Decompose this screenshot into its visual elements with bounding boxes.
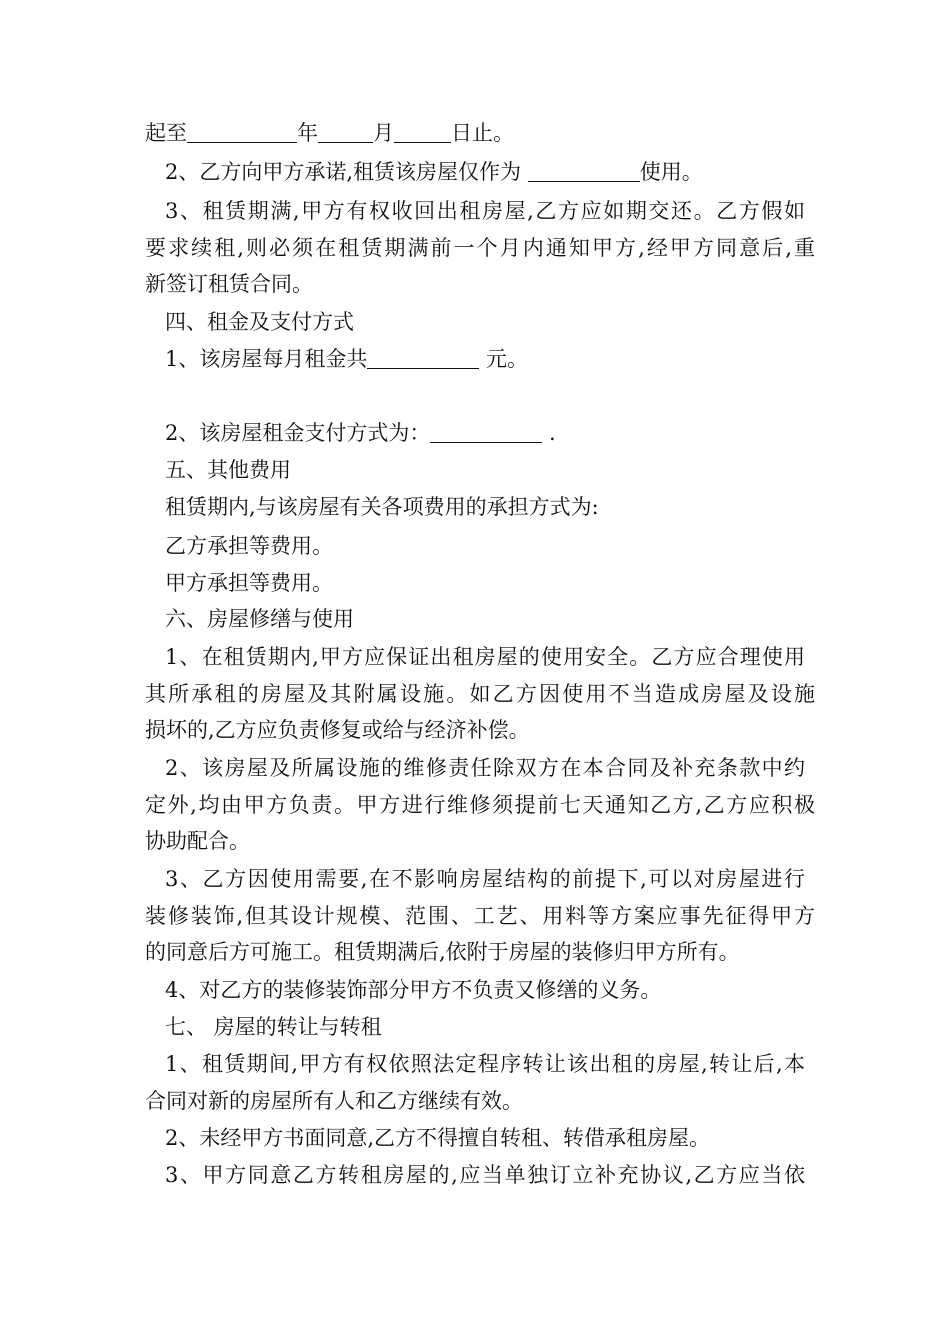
paragraph-line: 协助配合。: [145, 829, 250, 853]
year-blank[interactable]: [187, 122, 297, 143]
paragraph-line: 装修装饰,但其设计规模、范围、工艺、用料等方案应事先征得甲方: [145, 904, 815, 928]
paragraph-line: 1、在租赁期内,甲方应保证出租房屋的使用安全。乙方应合理使用: [165, 645, 805, 669]
paragraph-line: 3、乙方因使用需要,在不影响房屋结构的前提下,可以对房屋进行: [165, 867, 805, 891]
paragraph-line: 3、甲方同意乙方转租房屋的,应当单独订立补充协议,乙方应当依: [165, 1163, 805, 1187]
paragraph-line: 乙方承担等费用。: [165, 534, 333, 558]
usage-blank[interactable]: [528, 161, 640, 182]
paragraph-line: 2、未经甲方书面同意,乙方不得擅自转租、转借承租房屋。: [165, 1126, 711, 1150]
lease-term-end-line: 起至 年 月 日止。: [145, 121, 514, 145]
paragraph-line: 4、对乙方的装修装饰部分甲方不负责又修缮的义务。: [165, 978, 662, 1002]
paragraph-line: 合同对新的房屋所有人和乙方继续有效。: [145, 1089, 523, 1113]
day-blank[interactable]: [394, 122, 451, 143]
paragraph-line: 1、租赁期间,甲方有权依照法定程序转让该出租的房屋,转让后,本: [165, 1052, 805, 1076]
paragraph-line: 甲方承担等费用。: [165, 571, 333, 595]
paragraph-line: 定外,均由甲方负责。甲方进行维修须提前七天通知乙方,乙方应积极: [145, 793, 815, 817]
paragraph-line: 2、该房屋及所属设施的维修责任除双方在本合同及补充条款中约: [165, 756, 805, 780]
section-heading: 六、房屋修缮与使用: [165, 607, 354, 631]
section-heading: 七、 房屋的转让与转租: [165, 1015, 382, 1039]
payment-method-blank[interactable]: [430, 422, 542, 443]
payment-method-line: 2、该房屋租金支付方式为： .: [165, 421, 556, 445]
rent-amount-blank[interactable]: [367, 348, 479, 369]
section-heading: 四、租金及支付方式: [165, 310, 354, 334]
paragraph-line: 其所承租的房屋及其附属设施。如乙方因使用不当造成房屋及设施: [145, 682, 815, 706]
paragraph-line: 新签订租赁合同。: [145, 272, 313, 296]
paragraph-line: 要求续租,则必须在租赁期满前一个月内通知甲方,经甲方同意后,重: [145, 236, 815, 260]
month-blank[interactable]: [318, 122, 373, 143]
usage-purpose-line: 2、乙方向甲方承诺,租赁该房屋仅作为 使用。: [165, 160, 703, 184]
paragraph-line: 租赁期内,与该房屋有关各项费用的承担方式为:: [165, 495, 599, 519]
section-heading: 五、其他费用: [165, 458, 291, 482]
paragraph-line: 的同意后方可施工。租赁期满后,依附于房屋的装修归甲方所有。: [145, 940, 740, 964]
monthly-rent-line: 1、该房屋每月租金共 元。: [165, 347, 529, 371]
paragraph-line: 3、租赁期满,甲方有权收回出租房屋,乙方应如期交还。乙方假如: [165, 199, 805, 223]
paragraph-line: 损坏的,乙方应负责修复或给与经济补偿。: [145, 718, 530, 742]
